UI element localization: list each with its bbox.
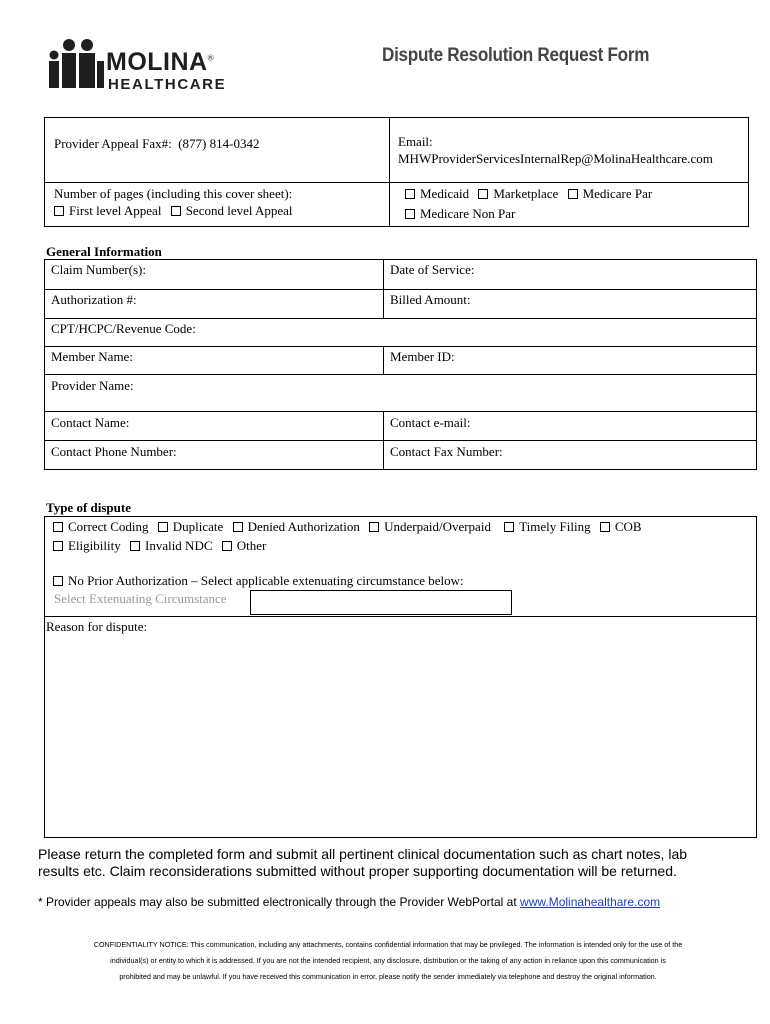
no-prior-auth-checkbox[interactable]: [53, 576, 63, 586]
correct-coding-checkbox[interactable]: [53, 522, 63, 532]
provider-name-field[interactable]: Provider Name:: [51, 378, 134, 393]
contact-email-field[interactable]: Contact e-mail:: [390, 415, 471, 430]
date-of-service-field[interactable]: Date of Service:: [390, 262, 475, 277]
marketplace-checkbox[interactable]: [478, 189, 488, 199]
form-title: Dispute Resolution Request Form: [382, 45, 650, 66]
no-prior-auth-option: No Prior Authorization – Select applicable extenuating circumstance below:: [53, 573, 464, 589]
email-value: MHWProviderServicesInternalRep@MolinaHealthcare.com: [398, 151, 713, 166]
brand-subtitle: HEALTHCARE: [108, 76, 227, 93]
dispute-options-row1: Correct Coding Duplicate Denied Authorization Underpaid/Overpaid Timely Filing COB: [53, 519, 648, 535]
dispute-heading: Type of dispute: [46, 500, 131, 515]
dispute-options-row2: Eligibility Invalid NDC Other: [53, 538, 272, 554]
brand-name: MOLINA®: [106, 48, 215, 76]
people-logo-icon: [46, 38, 106, 93]
return-instructions: Please return the completed form and submit all pertinent clinical documentation such as chart notes, lab results etc. Claim reconsiderations submitted without proper supporting documentation will be returned.: [38, 846, 688, 879]
appeal-level-options: First level Appeal Second level Appeal: [54, 203, 299, 219]
denied-authorization-checkbox[interactable]: [233, 522, 243, 532]
second-level-checkbox[interactable]: [171, 206, 181, 216]
medicare-par-checkbox[interactable]: [568, 189, 578, 199]
molina-logo: [46, 38, 226, 93]
line-of-business-row2: Medicare Non Par: [405, 206, 521, 222]
email-label: Email:: [398, 134, 433, 149]
eligibility-checkbox[interactable]: [53, 541, 63, 551]
line-of-business-row1: Medicaid Marketplace Medicare Par: [405, 186, 658, 202]
reason-for-dispute-field[interactable]: Reason for dispute:: [46, 619, 148, 634]
medicaid-checkbox[interactable]: [405, 189, 415, 199]
underpaid-overpaid-checkbox[interactable]: [369, 522, 379, 532]
portal-note: * Provider appeals may also be submitted electronically through the Provider WebPortal at www.Molinahealthare.com: [38, 895, 661, 909]
medicare-non-par-checkbox[interactable]: [405, 209, 415, 219]
authorization-field[interactable]: Authorization #:: [51, 292, 137, 307]
member-name-field[interactable]: Member Name:: [51, 349, 133, 364]
billed-amount-field[interactable]: Billed Amount:: [390, 292, 471, 307]
claim-number-field[interactable]: Claim Number(s):: [51, 262, 146, 277]
general-info-heading: General Information: [46, 244, 162, 259]
portal-link[interactable]: www.Molinahealthare.com: [520, 895, 661, 909]
fax-label: Provider Appeal Fax#: (877) 814-0342: [54, 136, 260, 151]
contact-fax-field[interactable]: Contact Fax Number:: [390, 444, 503, 459]
dispute-table: [44, 516, 757, 838]
timely-filing-checkbox[interactable]: [504, 522, 514, 532]
contact-name-field[interactable]: Contact Name:: [51, 415, 130, 430]
pages-label: Number of pages (including this cover sheet):: [54, 186, 293, 201]
extenuating-circumstance-select[interactable]: Select Extenuating Circumstance: [54, 591, 227, 606]
first-level-checkbox[interactable]: [54, 206, 64, 216]
confidentiality-notice: CONFIDENTIALITY NOTICE: This communication, including any attachments, contains confidential information that may be privileged. The information is intended only for the use of the individual(s) or entity to which it is addressed. If you are not the intended recipient, any disclosure, distribution or the taking of any action in reliance upon this communication is prohibited and may be unlawful. If you have received this communication in error, please notify the sender immediately via telephone and destroy the original information.: [93, 940, 683, 981]
fax-number: (877) 814-0342: [178, 136, 260, 151]
extenuating-circumstance-input[interactable]: [250, 590, 512, 615]
member-id-field[interactable]: Member ID:: [390, 349, 455, 364]
contact-phone-field[interactable]: Contact Phone Number:: [51, 444, 177, 459]
cob-checkbox[interactable]: [600, 522, 610, 532]
invalid-ndc-checkbox[interactable]: [130, 541, 140, 551]
other-checkbox[interactable]: [222, 541, 232, 551]
cpt-code-field[interactable]: CPT/HCPC/Revenue Code:: [51, 321, 196, 336]
duplicate-checkbox[interactable]: [158, 522, 168, 532]
